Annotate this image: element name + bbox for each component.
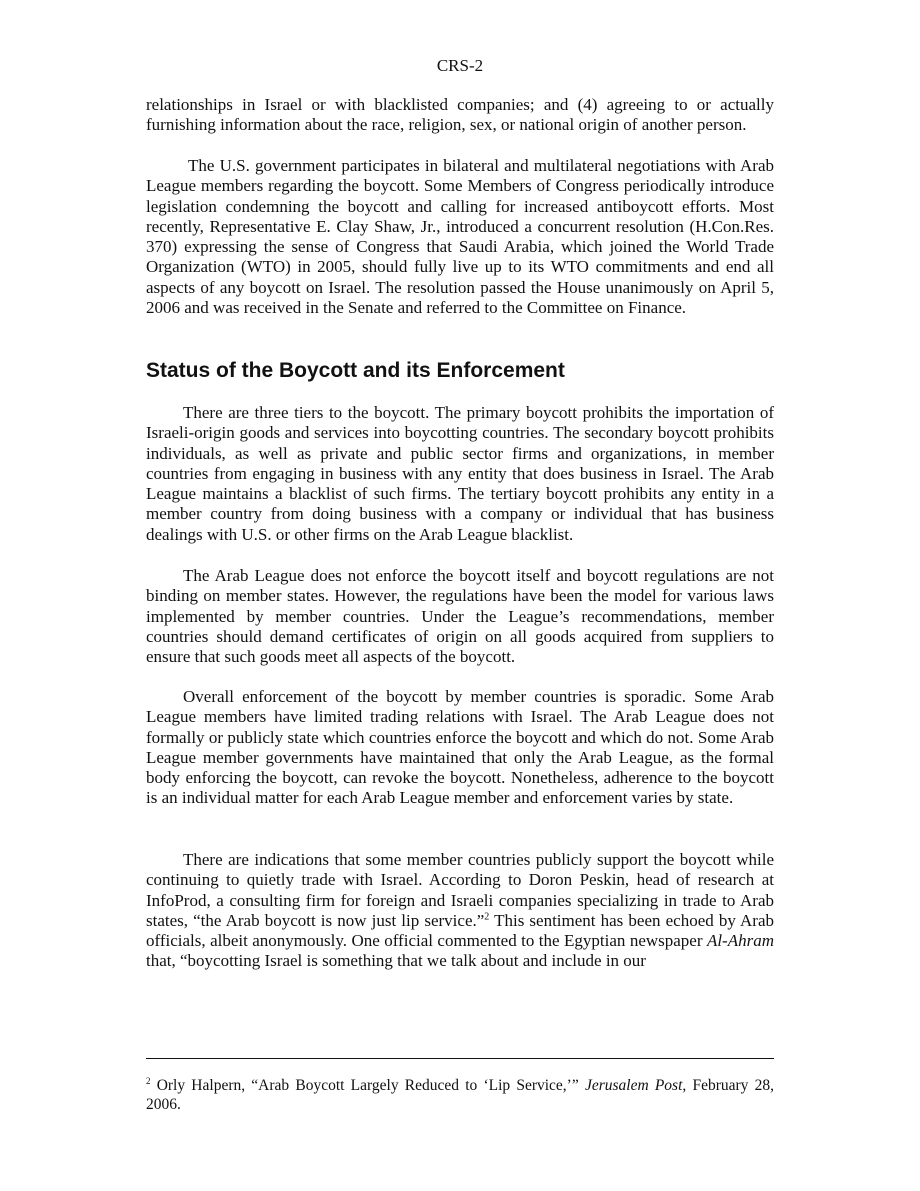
paragraph-indications <box>146 850 774 972</box>
paragraph-overall-enforcement: Overall enforcement of the boycott by member countries is sporadic. Some Arab League members have limited trading relations with Israel. The Arab League does not formally or publicly state which countries enforce the boycott and which do not. Some Arab League member governments have maintained that only the Arab League, as the formal body enforcing the boycott, can revoke the boycott. Nonetheless, adherence to the boycott is an individual matter for each Arab League member and enforcement varies by state. <box>146 687 774 808</box>
footnote-number: 2 <box>146 1075 151 1086</box>
footnote-reference[interactable]: 2 <box>484 911 490 923</box>
section-heading: Status of the Boycott and its Enforcement <box>146 359 565 382</box>
footnote <box>146 1076 774 1114</box>
paragraph-text: that, “boycotting Israel is something that we talk about and include in our <box>146 951 646 971</box>
newspaper-name: Al-Ahram <box>706 931 774 951</box>
continuation-paragraph: relationships in Israel or with blacklisted companies; and (4) agreeing to or actually furnishing information about the race, religion, sex, or national origin of another person. <box>146 95 774 135</box>
paragraph-us-government: The U.S. government participates in bilateral and multilateral negotiations with Arab League members regarding the boycott. Some Members of Congress periodically introduce legislation condemning the boycott and calling for increased antiboycott efforts. Most recently, Representative E. Clay Shaw, Jr., introduced a concurrent resolution (H.Con.Res. 370) expressing the sense of Congress that Saudi Arabia, which joined the World Trade Organization (WTO) in 2005, should fully live up to its WTO commitments and end all aspects of any boycott on Israel. The resolution passed the House unanimously on April 5, 2006 and was received in the Senate and referred to the Committee on Finance. <box>146 156 774 318</box>
footnote-source: Jerusalem Post <box>584 1077 683 1094</box>
paragraph-text: This sentiment has been echoed by Arab officials, albeit anonymously. One official commented to the Egyptian newspaper <box>146 910 774 951</box>
page-number: CRS-2 <box>436 56 484 75</box>
paragraph-text: There are indications that some member countries publicly support the boycott while continuing to quietly trade with Israel. According to Doron Peskin, head of research at InfoProd, a consulting firm for foreign and Israeli companies specializing in trade to Arab states, “the Arab boycott is now just lip service.” <box>146 850 774 930</box>
footnote-text: Orly Halpern, “Arab Boycott Largely Reduced to ‘Lip Service,’” <box>150 1077 585 1094</box>
paragraph-three-tiers: There are three tiers to the boycott. The primary boycott prohibits the importation of Israeli-origin goods and services into boycotting countries. The secondary boycott prohibits individuals, as well as private and public sector firms and organizations, in member countries from engaging in business with any entity that does business in Israel. The Arab League maintains a blacklist of such firms. The tertiary boycott prohibits any entity in a member country from doing business with a company or individual that has business dealings with U.S. or other firms on the Arab League blacklist. <box>146 403 774 544</box>
paragraph-arab-league-enforcement: The Arab League does not enforce the boycott itself and boycott regulations are not binding on member states. However, the regulations have been the model for various laws implemented by member countries. Under the League’s recommendations, member countries should demand certificates of origin on all goods acquired from suppliers to ensure that such goods meet all aspects of the boycott. <box>146 566 774 667</box>
footnote-divider <box>146 1058 774 1059</box>
footnote-text: , February 28, 2006. <box>146 1077 775 1113</box>
